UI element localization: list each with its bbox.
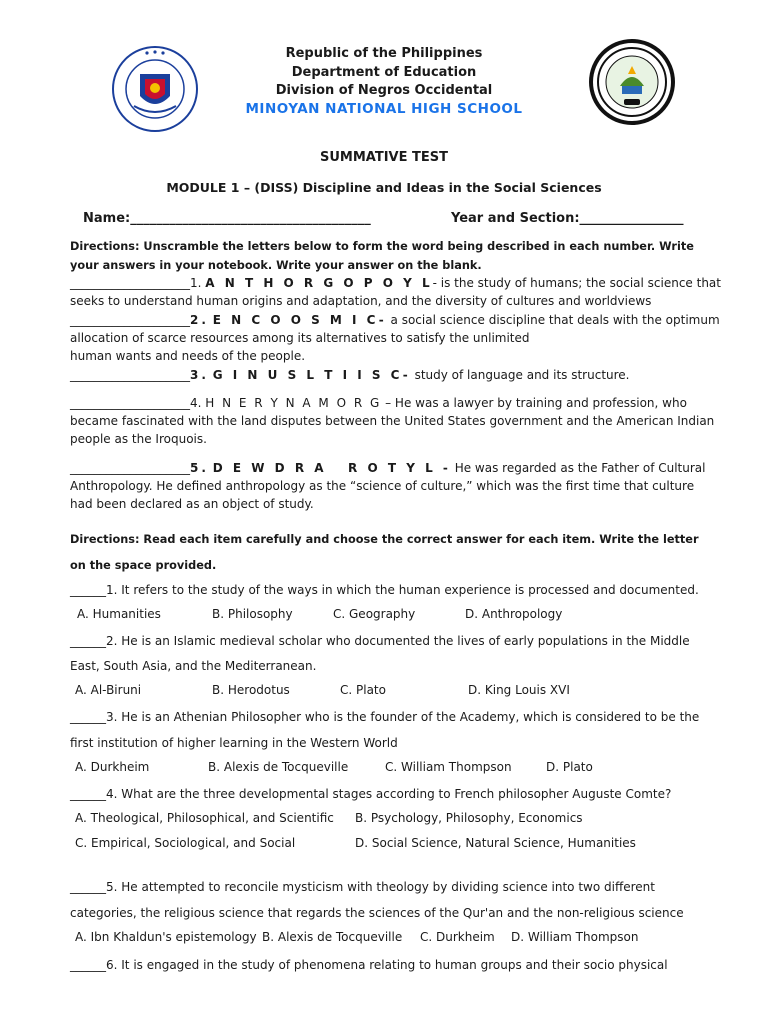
scrambled-word: H N E R Y N A M O R G — [205, 396, 382, 410]
header-division: Division of Negros Occidental — [275, 83, 493, 98]
answer-blank: ____________________ — [70, 313, 190, 327]
q5-option-c: C. Durkheim — [420, 930, 495, 944]
q1-option-d: D. Anthropology — [465, 607, 563, 621]
header-republic: Republic of the Philippines — [285, 46, 483, 61]
part1-directions-line1: Directions: Unscramble the letters below to form the word being described in each number. Write — [70, 240, 694, 253]
q2-option-b: B. Herodotus — [212, 683, 290, 697]
unscramble-item-1-desc: seeks to understand human origins and adaptation, and the diversity of cultures and worldviews — [70, 294, 652, 308]
q3-option-b: B. Alexis de Tocqueville — [208, 760, 349, 774]
question-2: ______2. He is an Islamic medieval scholar who documented the lives of early populations in the Middle — [70, 634, 690, 648]
question-3: ______3. He is an Athenian Philosopher who is the founder of the Academy, which is considered to be the — [70, 710, 700, 724]
header-school-name: MINOYAN NATIONAL HIGH SCHOOL — [245, 101, 523, 117]
q4-option-a: A. Theological, Philosophical, and Scientific — [75, 811, 334, 825]
q4-option-b: B. Psychology, Philosophy, Economics — [355, 811, 583, 825]
question-2-cont: East, South Asia, and the Mediterranean. — [70, 659, 317, 673]
scrambled-word: G I N U S L T I I S C- — [212, 368, 411, 382]
question-5-cont: categories, the religious science that regards the sciences of the Qur'an and the non-religious science — [70, 906, 684, 920]
question-6: ______6. It is engaged in the study of phenomena relating to human groups and their socio physical — [70, 958, 668, 972]
part1-directions-line2: your answers in your notebook. Write your answer on the blank. — [70, 259, 482, 272]
name-field-label: Name:_____________________________________ — [83, 211, 371, 226]
question-1: ______1. It refers to the study of the ways in which the human experience is processed and documented. — [70, 583, 699, 597]
q1-option-b: B. Philosophy — [212, 607, 293, 621]
year-section-field-label: Year and Section:________________ — [451, 211, 684, 226]
unscramble-item-4-desc: became fascinated with the land disputes between the United States government and the American Indian — [70, 414, 715, 428]
unscramble-item-4-desc-2: people as the Iroquois. — [70, 432, 207, 446]
q5-option-a: A. Ibn Khaldun's epistemology — [75, 930, 257, 944]
q1-option-a: A. Humanities — [77, 607, 161, 621]
answer-blank: ____________________ — [70, 461, 190, 475]
header-department: Department of Education — [291, 65, 477, 80]
q2-option-d: D. King Louis XVI — [468, 683, 570, 697]
unscramble-item-1: ____________________1. A N T H O R G O P O Y L- is the study of humans; the social science that — [70, 276, 721, 290]
unscramble-item-2-desc-2: human wants and needs of the people. — [70, 349, 306, 363]
unscramble-item-5-desc-2: had been declared as an object of study. — [70, 497, 314, 511]
test-title: SUMMATIVE TEST — [320, 150, 448, 165]
q2-option-a: A. Al-Biruni — [75, 683, 142, 697]
unscramble-item-5: ____________________5. D E W D R A R O T Y L - He was regarded as the Father of Cultural — [70, 461, 706, 475]
part2-directions-line1: Directions: Read each item carefully and choose the correct answer for each item. Write the letter — [70, 533, 699, 546]
q3-option-c: C. William Thompson — [385, 760, 512, 774]
q5-option-b: B. Alexis de Tocqueville — [262, 930, 403, 944]
question-3-cont: first institution of higher learning in the Western World — [70, 736, 398, 750]
part2-directions-line2: on the space provided. — [70, 559, 217, 572]
q4-option-c: C. Empirical, Sociological, and Social — [75, 836, 296, 850]
scrambled-word: A N T H O R G O P O Y L — [205, 276, 433, 290]
q2-option-c: C. Plato — [340, 683, 386, 697]
question-5: ______5. He attempted to reconcile mysticism with theology by dividing science into two different — [70, 880, 655, 894]
question-4: ______4. What are the three developmental stages according to French philosopher Auguste Comte? — [70, 787, 672, 801]
scrambled-word: D E W D R A R O T Y L - — [212, 461, 451, 475]
scrambled-word: E N C O O S M I C- — [212, 313, 387, 327]
unscramble-item-2: ____________________2. E N C O O S M I C- a social science discipline that deals with the optimum — [70, 313, 720, 327]
unscramble-item-4: ____________________4. H N E R Y N A M O R G – He was a lawyer by training and profession, who — [70, 396, 687, 410]
module-title: MODULE 1 – (DISS) Discipline and Ideas in the Social Sciences — [166, 180, 602, 195]
unscramble-item-2-desc: allocation of scarce resources among its alternatives to satisfy the unlimited — [70, 331, 530, 345]
answer-blank: ____________________ — [70, 396, 190, 410]
q5-option-d: D. William Thompson — [511, 930, 639, 944]
unscramble-item-5-desc: Anthropology. He defined anthropology as the “science of culture,” which was the first time that culture — [70, 479, 695, 493]
answer-blank: ____________________ — [70, 276, 190, 290]
q3-option-a: A. Durkheim — [75, 760, 150, 774]
q1-option-c: C. Geography — [333, 607, 416, 621]
q3-option-d: D. Plato — [546, 760, 593, 774]
q4-option-d: D. Social Science, Natural Science, Humanities — [355, 836, 636, 850]
answer-blank: ____________________ — [70, 368, 190, 382]
unscramble-item-3: ____________________3. G I N U S L T I I S C- study of language and its structure. — [70, 368, 630, 382]
